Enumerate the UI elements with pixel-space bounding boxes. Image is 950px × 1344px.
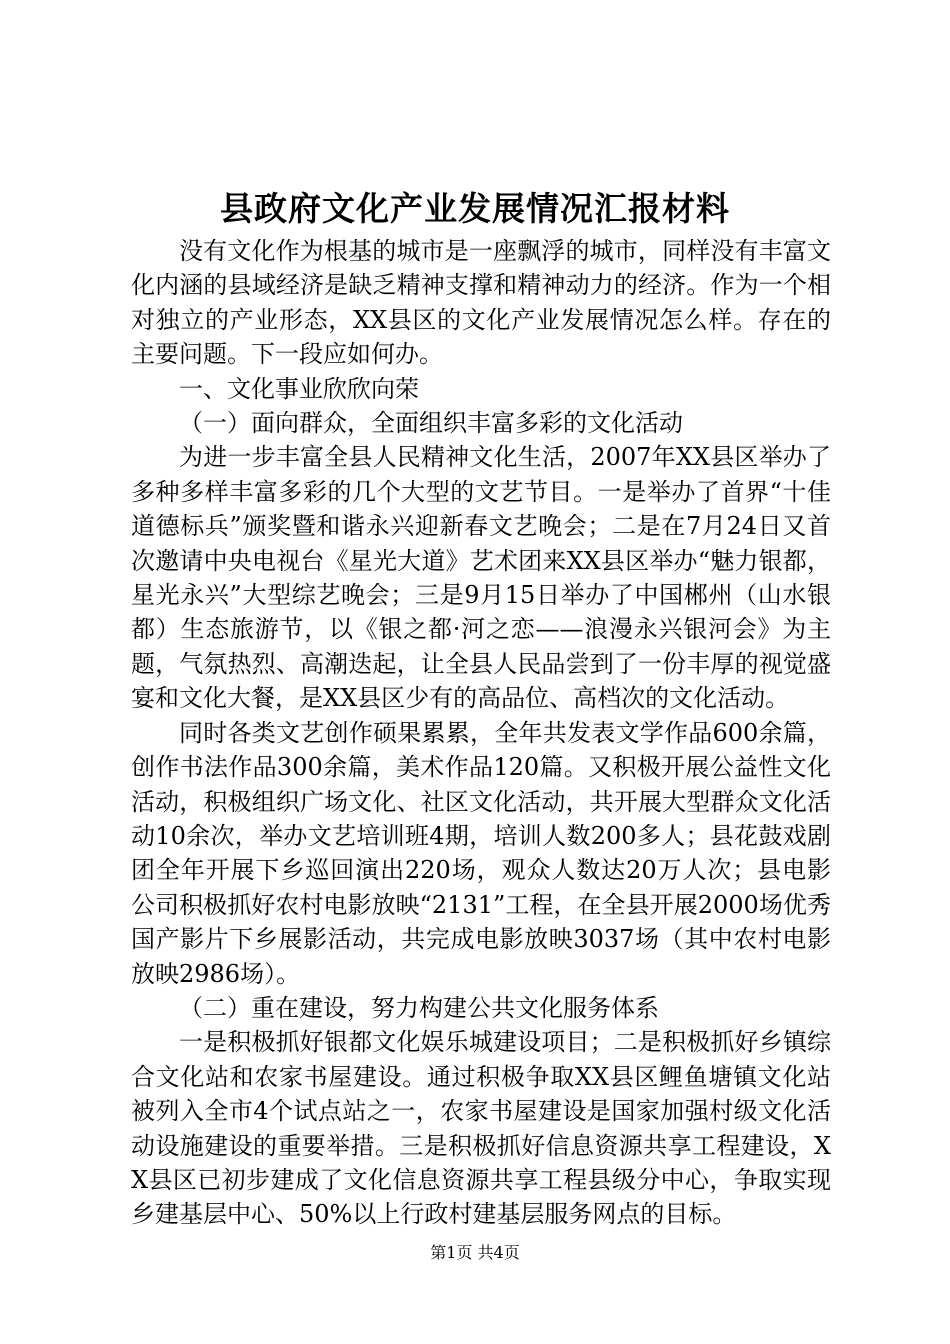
subsection-heading-2: （二）重在建设，努力构建公共文化服务体系: [179, 993, 659, 1022]
page-number-footer: 第1页 共4页: [430, 1243, 520, 1262]
document-title: 县政府文化产业发展情况汇报材料: [220, 189, 730, 228]
paragraph-activities: 为进一步丰富全县人民精神文化生活，2007年XX县区举办了多种多样丰富多彩的几个大型的文艺节目。一是举办了首界“十佳道德标兵”颁奖暨和谐永兴迎新春文艺晚会；二是在7月24日又首次邀请中央电视台《星光大道》艺术团来XX县区举办“魅力银都，星光永兴”大型综艺晚会；三是9月15日举办了中国郴州（山水银都）生态旅游节，以《银之都·河之恋——浪漫永兴银河会》为主题，气氛热烈、高潮迭起，让全县人民品尝到了一份丰厚的视觉盛宴和文化大餐，是XX县区少有的高品位、高档次的文化活动。: [131, 443, 831, 713]
paragraph-achievements: 同时各类文艺创作硕果累累，全年共发表文学作品600余篇，创作书法作品300余篇，美术作品120篇。又积极开展公益性文化活动，积极组织广场文化、社区文化活动，共开展大型群众文化活动10余次，举办文艺培训班4期，培训人数200多人；县花鼓戏剧团全年开展下乡巡回演出220场，观众人数达20万人次；县电影公司积极抓好农村电影放映“2131”工程，在全县开展2000场优秀国产影片下乡展影活动，共完成电影放映3037场（其中农村电影放映2986场）。: [131, 718, 831, 988]
subsection-heading-1: （一）面向群众，全面组织丰富多彩的文化活动: [179, 409, 683, 438]
paragraph-intro: 没有文化作为根基的城市是一座飘浮的城市，同样没有丰富文化内涵的县域经济是缺乏精神支撑和精神动力的经济。作为一个相对独立的产业形态，XX县区的文化产业发展情况怎么样。存在的主要问题。下一段应如何办。: [131, 237, 831, 369]
document-body: [131, 234, 831, 1232]
section-heading-1: 一、文化事业欣欣向荣: [179, 374, 419, 403]
paragraph-construction: 一是积极抓好银都文化娱乐城建设项目；二是积极抓好乡镇综合文化站和农家书屋建设。通过积极争取XX县区鲤鱼塘镇文化站被列入全市4个试点站之一，农家书屋建设是国家加强村级文化活动设施建设的重要举措。三是积极抓好信息资源共享工程建设，XX县区已初步建成了文化信息资源共享工程县级分中心，争取实现乡建基层中心、50%以上行政村建基层服务网点的目标。: [131, 1028, 831, 1229]
